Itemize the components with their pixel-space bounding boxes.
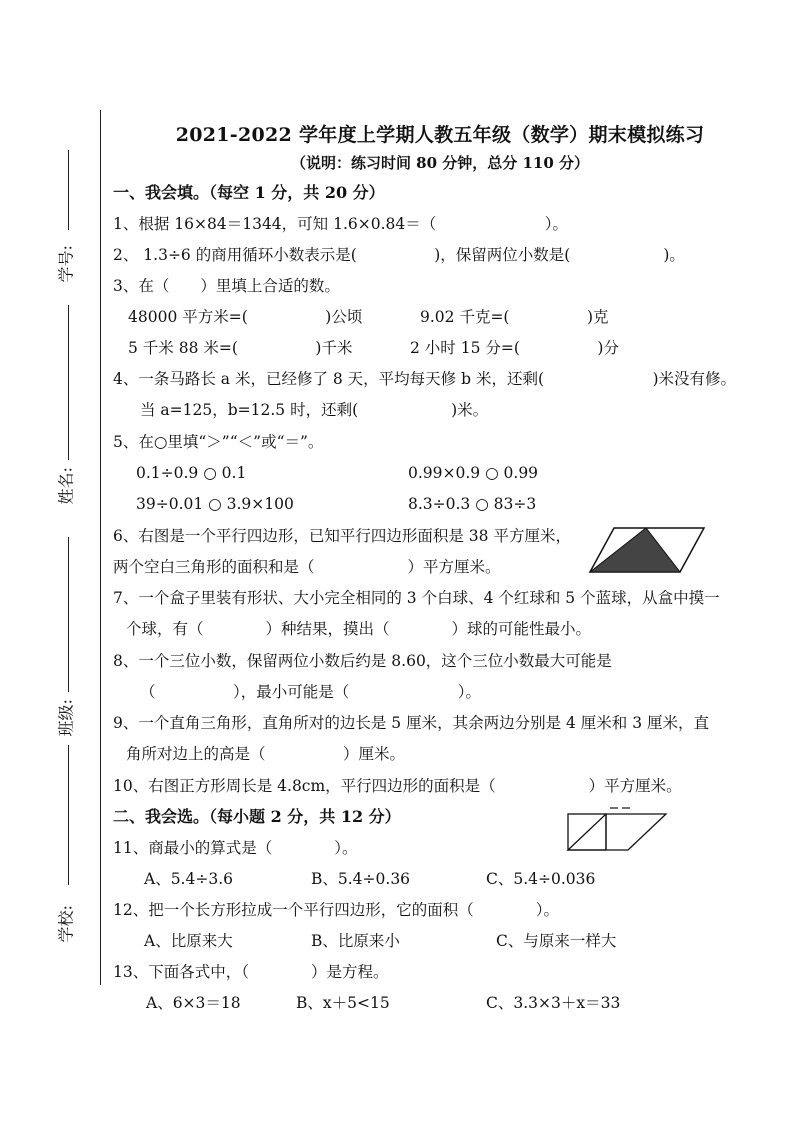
question-13: 13、下面各式中，（ ）是方程。 bbox=[113, 963, 389, 981]
question-3a: 48000 平方米=( )公顷 bbox=[128, 308, 363, 326]
question-6b: 两个空白三角形的面积和是（ ）平方厘米。 bbox=[113, 558, 501, 576]
name-blank bbox=[68, 305, 69, 460]
question-13-option-b: B、x＋5<15 bbox=[296, 994, 390, 1012]
question-9b: 角所对边上的高是（ ）厘米。 bbox=[126, 745, 406, 763]
class-label: 班级: bbox=[56, 699, 76, 737]
question-11-option-b: B、5.4÷0.36 bbox=[311, 870, 411, 888]
student-no-blank bbox=[68, 150, 69, 230]
question-11: 11、商最小的算式是（ ）。 bbox=[113, 839, 358, 857]
question-11-option-c: C、5.4÷0.036 bbox=[486, 870, 596, 888]
page-subtitle: （说明：练习时间 80 分钟，总分 110 分） bbox=[290, 154, 590, 172]
question-10: 10、右图正方形周长是 4.8cm，平行四边形的面积是（ ）平方厘米。 bbox=[113, 777, 682, 795]
school-label: 学校: bbox=[56, 905, 76, 943]
question-4b: 当 a=125，b=12.5 时，还剩( )米。 bbox=[140, 401, 489, 419]
question-3d: 2 小时 15 分=( )分 bbox=[410, 339, 619, 357]
question-3c: 5 千米 88 米=( )千米 bbox=[128, 339, 353, 357]
question-3b: 9.02 千克=( )克 bbox=[420, 308, 609, 326]
question-5: 5、在○里填“＞”“＜”或“＝”。 bbox=[113, 433, 324, 451]
question-5d: 8.3÷0.3 ○ 83÷3 bbox=[408, 495, 537, 513]
name-label: 姓名: bbox=[56, 467, 76, 505]
question-2: 2、 1.3÷6 的商用循环小数表示是( )，保留两位小数是( )。 bbox=[113, 246, 685, 264]
question-11-option-a: A、5.4÷3.6 bbox=[144, 870, 233, 888]
class-blank bbox=[68, 537, 69, 692]
parallelogram-figure bbox=[586, 526, 708, 576]
question-5b: 0.99×0.9 ○ 0.99 bbox=[408, 464, 539, 482]
question-12-option-b: B、比原来小 bbox=[311, 932, 400, 950]
question-13-option-a: A、6×3＝18 bbox=[146, 994, 241, 1012]
binding-line bbox=[100, 110, 101, 985]
question-4: 4、一条马路长 a 米，已经修了 8 天，平均每天修 b 米，还剩( )米没有修。 bbox=[113, 370, 737, 388]
question-12: 12、把一个长方形拉成一个平行四边形，它的面积（ ）。 bbox=[113, 901, 559, 919]
question-5c: 39÷0.01 ○ 3.9×100 bbox=[136, 495, 294, 513]
question-9: 9、一个直角三角形，直角所对的边长是 5 厘米，其余两边分别是 4 厘米和 3 厘米，直 bbox=[113, 714, 710, 732]
question-12-option-c: C、与原来一样大 bbox=[496, 932, 617, 950]
question-8b: （ ），最小可能是（ ）。 bbox=[140, 683, 482, 701]
page-title: 2021-2022 学年度上学期人教五年级（数学）期末模拟练习 bbox=[175, 124, 705, 146]
question-6: 6、右图是一个平行四边形，已知平行四边形面积是 38 平方厘米， bbox=[113, 527, 571, 545]
section-2-heading: 二、我会选。（每小题 2 分，共 12 分） bbox=[113, 807, 401, 826]
section-1-heading: 一、我会填。（每空 1 分，共 20 分） bbox=[113, 183, 385, 202]
school-blank bbox=[68, 745, 69, 885]
question-1: 1、根据 16×84＝1344，可知 1.6×0.84＝（ ）。 bbox=[113, 215, 568, 233]
question-3: 3、在（ ）里填上合适的数。 bbox=[113, 277, 340, 295]
student-no-label: 学号: bbox=[56, 245, 76, 283]
square-parallelogram-figure bbox=[566, 806, 668, 852]
question-8: 8、一个三位小数，保留两位小数后约是 8.60，这个三位小数最大可能是 bbox=[113, 652, 612, 670]
question-13-option-c: C、3.3×3＋x＝33 bbox=[486, 994, 621, 1012]
question-7: 7、一个盒子里装有形状、大小完全相同的 3 个白球、4 个红球和 5 个蓝球，从盒中摸一 bbox=[113, 589, 720, 607]
question-12-option-a: A、比原来大 bbox=[144, 932, 233, 950]
question-7b: 个球，有（ ）种结果，摸出（ ）球的可能性最小。 bbox=[126, 620, 592, 638]
question-5a: 0.1÷0.9 ○ 0.1 bbox=[136, 464, 247, 482]
